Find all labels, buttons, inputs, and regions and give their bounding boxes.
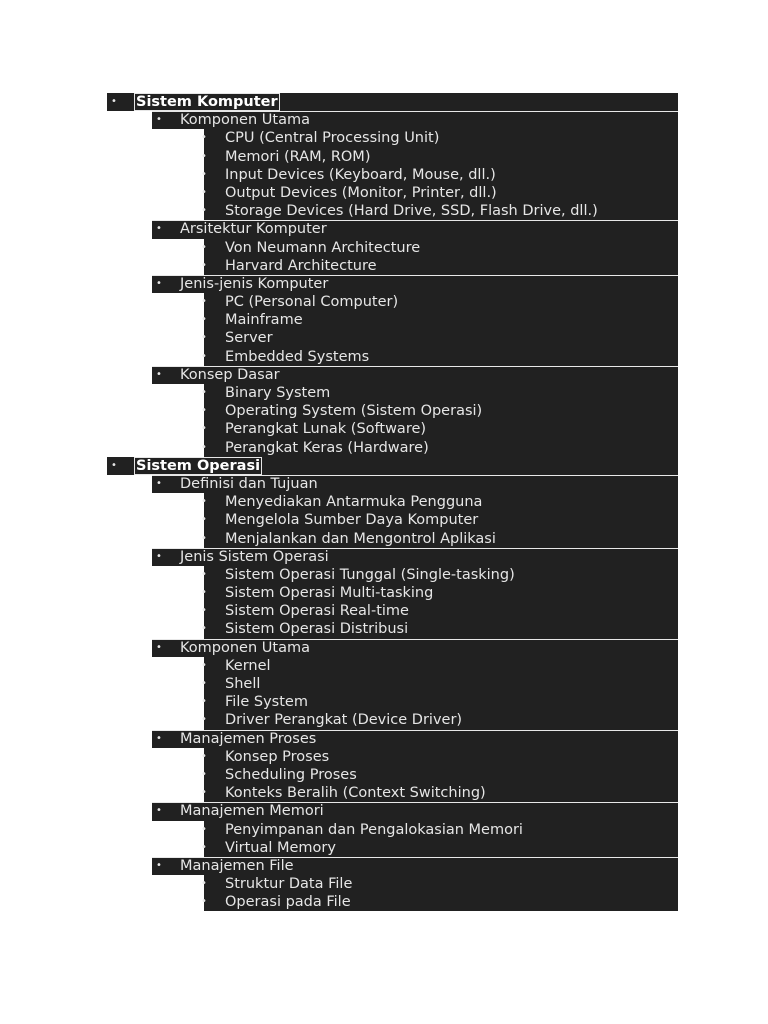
- bullet-icon: •: [201, 405, 207, 417]
- outline-item: [107, 148, 678, 166]
- item-text: Definisi dan Tujuan: [180, 475, 318, 492]
- bullet-icon: •: [201, 678, 207, 689]
- bullet-icon: •: [156, 641, 162, 653]
- item-text: File System: [225, 694, 308, 711]
- outline-item: [107, 602, 678, 620]
- bullet-icon: •: [111, 459, 117, 471]
- bullet-icon: •: [201, 150, 207, 162]
- outline-item: [107, 839, 678, 857]
- outline-item: [107, 511, 678, 529]
- item-text: Kernel: [225, 657, 271, 674]
- item-text: Perangkat Lunak (Software): [225, 421, 427, 438]
- item-text: Von Neumann Architecture: [225, 239, 421, 256]
- outline-item: [107, 348, 678, 366]
- bullet-icon: •: [201, 205, 207, 217]
- bullet-icon: •: [201, 350, 207, 362]
- bullet-icon: •: [156, 550, 162, 562]
- outline-item: [107, 184, 678, 202]
- outline-item: [107, 402, 678, 420]
- outline-item: [107, 293, 678, 311]
- bullet-icon: •: [201, 132, 207, 144]
- item-text: Embedded Systems: [225, 348, 370, 365]
- item-text: Perangkat Keras (Hardware): [225, 439, 429, 456]
- item-text: Sistem Operasi Multi-tasking: [225, 585, 434, 602]
- item-text: Mengelola Sumber Daya Komputer: [225, 512, 479, 529]
- item-text: Menyediakan Antarmuka Pengguna: [225, 494, 483, 511]
- outline-section: [107, 730, 678, 748]
- bullet-icon: •: [201, 441, 207, 453]
- item-text: Konsep Proses: [225, 748, 330, 765]
- bullet-icon: •: [156, 805, 162, 817]
- item-text: Jenis Sistem Operasi: [180, 548, 329, 565]
- outline-section: [107, 857, 678, 875]
- item-text: Jenis-jenis Komputer: [180, 275, 329, 292]
- item-text: Sistem Operasi Distribusi: [225, 621, 409, 638]
- outline-section: [107, 366, 678, 384]
- item-text: Komponen Utama: [180, 639, 310, 656]
- bullet-icon: •: [156, 114, 162, 126]
- bullet-icon: •: [156, 732, 162, 744]
- outline-item: [107, 239, 678, 257]
- item-text: Binary System: [225, 385, 331, 401]
- bullet-icon: •: [201, 623, 207, 635]
- outline-section: [107, 475, 678, 493]
- outline-item: [107, 202, 678, 220]
- bullet-icon: •: [111, 96, 117, 107]
- bullet-icon: •: [201, 568, 207, 580]
- item-text: Menjalankan dan Mengontrol Aplikasi: [225, 530, 496, 547]
- outline-item: [107, 311, 678, 329]
- bullet-icon: •: [201, 587, 207, 599]
- outline-item: [107, 129, 678, 147]
- item-text: Virtual Memory: [225, 839, 336, 856]
- outline-item: [107, 257, 678, 275]
- bullet-icon: •: [201, 659, 207, 671]
- outline-section: [107, 802, 678, 820]
- outline-section: [107, 275, 678, 293]
- bullet-icon: •: [201, 878, 207, 890]
- item-text: Struktur Data File: [225, 876, 353, 893]
- outline-item: [107, 620, 678, 638]
- item-text: Manajemen Memori: [180, 803, 324, 820]
- bullet-icon: •: [156, 859, 162, 871]
- outline-heading: [107, 93, 678, 111]
- outline-item: [107, 493, 678, 511]
- outline-section: [107, 548, 678, 566]
- outline-item: [107, 657, 678, 675]
- bullet-icon: •: [201, 696, 207, 708]
- item-text: CPU (Central Processing Unit): [225, 130, 440, 147]
- item-text: Arsitektur Komputer: [180, 221, 327, 238]
- row-highlight: [204, 675, 678, 693]
- item-text: Input Devices (Keyboard, Mouse, dll.): [225, 166, 496, 183]
- item-text: Driver Perangkat (Device Driver): [225, 712, 463, 729]
- bullet-icon: •: [156, 277, 162, 289]
- item-text: Storage Devices (Hard Drive, SSD, Flash Drive, dll.): [225, 203, 598, 220]
- outline-item: [107, 893, 678, 911]
- item-text: Manajemen File: [180, 857, 294, 874]
- item-text: Sistem Operasi Real-time: [225, 603, 409, 620]
- outline-item: [107, 530, 678, 548]
- item-text: Memori (RAM, ROM): [225, 148, 371, 165]
- item-text: Komponen Utama: [180, 112, 310, 129]
- outline-item: [107, 748, 678, 766]
- bullet-icon: •: [201, 514, 207, 526]
- bullet-icon: •: [201, 332, 207, 344]
- item-text: Scheduling Proses: [225, 766, 357, 783]
- item-text: Manajemen Proses: [180, 730, 317, 747]
- item-text: Server: [225, 330, 273, 347]
- outline-item: [107, 420, 678, 438]
- heading-text: Sistem Operasi: [136, 457, 261, 474]
- outline-item: [107, 875, 678, 893]
- bullet-icon: •: [201, 314, 207, 326]
- bullet-icon: •: [201, 496, 207, 508]
- bullet-icon: •: [201, 823, 207, 835]
- item-text: Konteks Beralih (Context Switching): [225, 785, 486, 802]
- document-outline: [107, 93, 678, 911]
- bullet-icon: •: [201, 896, 207, 908]
- heading-text: Sistem Komputer: [136, 94, 278, 110]
- item-text: Harvard Architecture: [225, 257, 377, 274]
- item-text: Konsep Dasar: [180, 366, 280, 383]
- outline-item: [107, 784, 678, 802]
- outline-item: [107, 439, 678, 457]
- outline-item: [107, 584, 678, 602]
- heading-label: [135, 457, 262, 475]
- item-text: Penyimpanan dan Pengalokasian Memori: [225, 821, 523, 838]
- bullet-icon: •: [201, 532, 207, 544]
- bullet-icon: •: [156, 368, 162, 380]
- bullet-icon: •: [201, 296, 207, 308]
- outline-item: [107, 711, 678, 729]
- outline-section: [107, 111, 678, 129]
- item-text: Shell: [225, 676, 261, 692]
- bullet-icon: •: [201, 750, 207, 762]
- outline-section: [107, 220, 678, 238]
- item-text: Mainframe: [225, 312, 303, 329]
- outline-item: [107, 566, 678, 584]
- outline-item: [107, 166, 678, 184]
- bullet-icon: •: [201, 714, 207, 726]
- bullet-icon: •: [156, 223, 162, 235]
- bullet-icon: •: [201, 605, 207, 617]
- heading-label: [135, 93, 280, 111]
- outline-item: [107, 329, 678, 347]
- bullet-icon: •: [201, 241, 207, 253]
- item-text: Sistem Operasi Tunggal (Single-tasking): [225, 566, 515, 583]
- outline-item: [107, 675, 678, 693]
- bullet-icon: •: [201, 186, 207, 198]
- item-text: PC (Personal Computer): [225, 294, 399, 311]
- row-highlight: [204, 329, 678, 347]
- outline-section: [107, 639, 678, 657]
- bullet-icon: •: [156, 477, 162, 489]
- outline-item: [107, 766, 678, 784]
- bullet-icon: •: [201, 259, 207, 271]
- item-text: Operasi pada File: [225, 894, 351, 911]
- bullet-icon: •: [201, 787, 207, 799]
- bullet-icon: •: [201, 841, 207, 853]
- bullet-icon: •: [201, 768, 207, 780]
- bullet-icon: •: [201, 168, 207, 180]
- item-text: Operating System (Sistem Operasi): [225, 403, 483, 420]
- outline-item: [107, 384, 678, 402]
- bullet-icon: •: [201, 387, 207, 398]
- outline-heading: [107, 457, 678, 475]
- bullet-icon: •: [201, 423, 207, 435]
- outline-item: [107, 693, 678, 711]
- item-text: Output Devices (Monitor, Printer, dll.): [225, 184, 497, 201]
- outline-item: [107, 821, 678, 839]
- row-highlight: [204, 657, 678, 675]
